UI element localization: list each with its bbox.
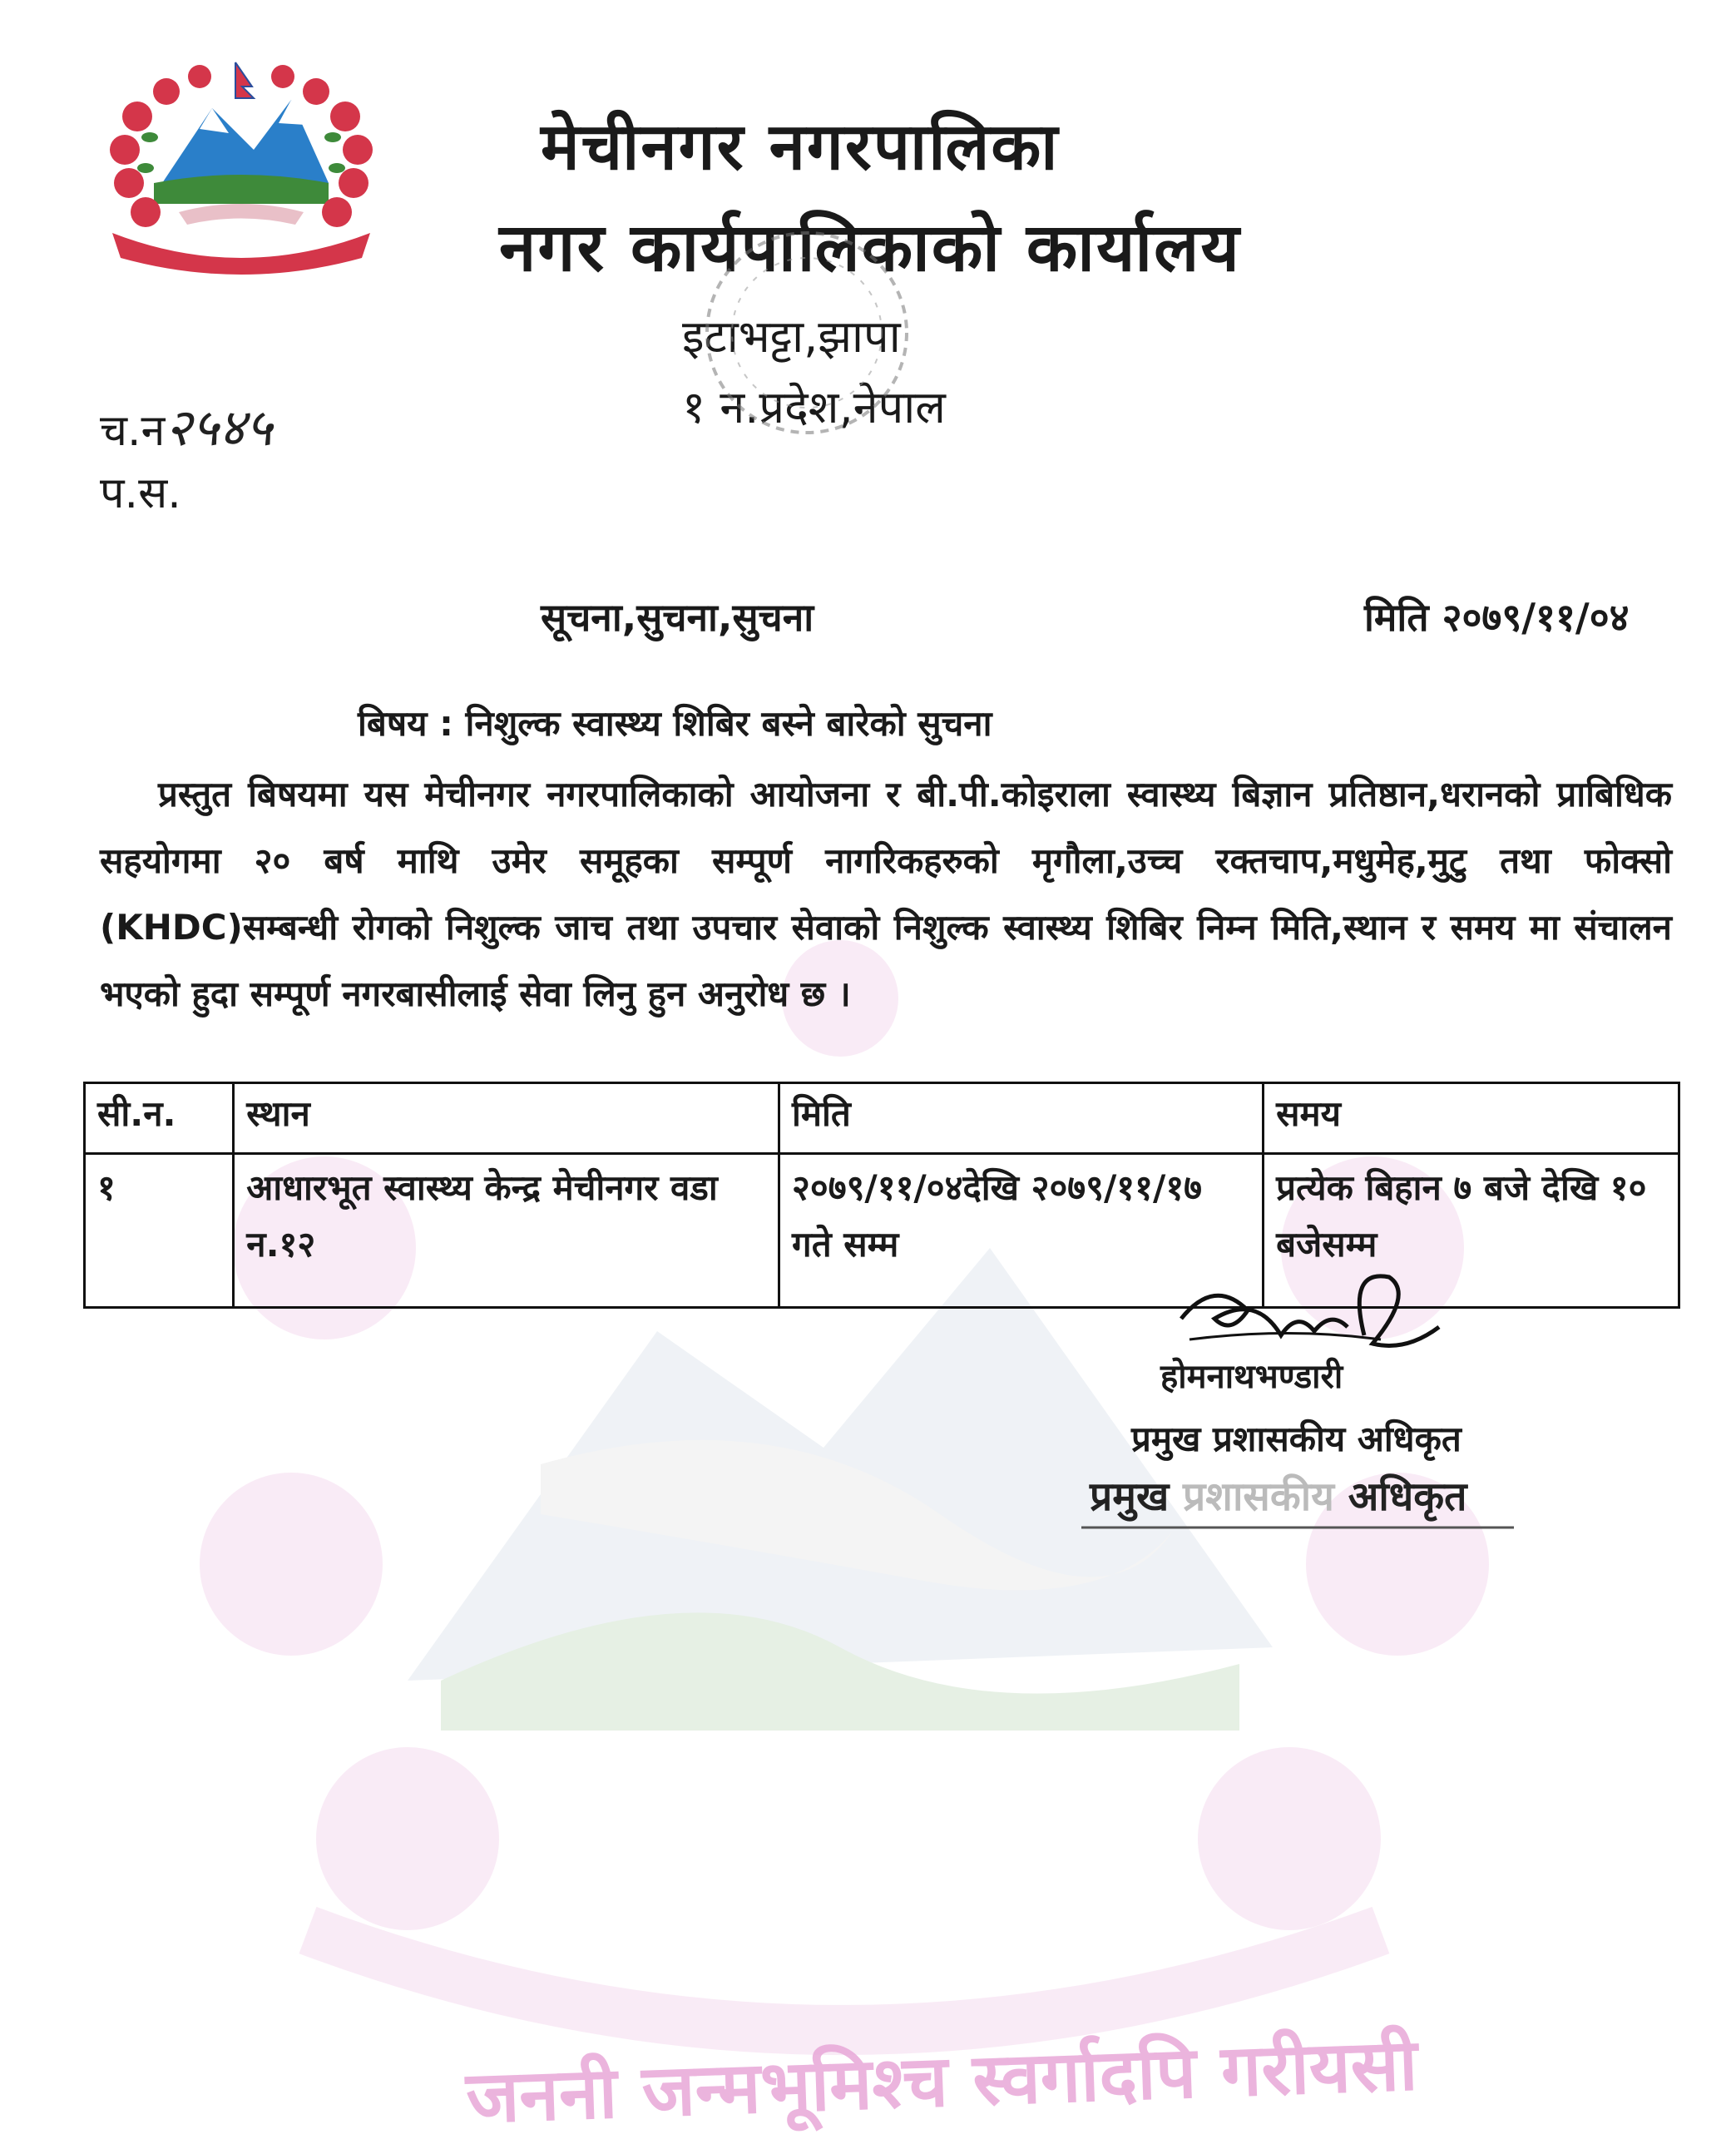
letter-number-label: प.स. <box>100 468 181 518</box>
signatory-stamp <box>1090 1468 1467 1523</box>
cell-time: प्रत्येक बिहान ७ बजे देखि १० बजेसम्म <box>1264 1154 1679 1308</box>
signatory-title: प्रमुख प्रशासकीय अधिकृत <box>1131 1419 1462 1459</box>
cell-date: २०७९/११/०४देखि २०७९/११/१७ गते सम्म <box>779 1154 1264 1308</box>
reference-number-label: च.न <box>100 406 166 456</box>
nepal-emblem-icon <box>87 58 395 275</box>
stamp-text-start: प्रमुख <box>1090 1473 1170 1520</box>
column-header-date: मिति <box>779 1083 1264 1154</box>
column-header-time: समय <box>1264 1083 1679 1154</box>
notice-date: मिति २०७९/११/०४ <box>1364 595 1630 640</box>
stamp-underline <box>1081 1523 1514 1532</box>
reference-number <box>100 391 272 461</box>
signatory-name: होमनाथभण्डारी <box>1160 1358 1343 1396</box>
column-header-place: स्थान <box>234 1083 779 1154</box>
stamp-text-mid: प्रशासकीय <box>1183 1473 1334 1520</box>
office-location: इटाभट्टा,झापा <box>682 310 901 363</box>
subject-label: बिषय : <box>358 703 453 744</box>
column-header-serial: सी.न. <box>85 1083 234 1154</box>
notice-heading: सूचना,सुचना,सुचना <box>541 595 814 640</box>
notice-body: प्रस्तुत बिषयमा यस मेचीनगर नगरपालिकाको आयोजना र बी.पी.कोइराला स्वास्थ्य बिज्ञान प्रतिष्ठान,धरानको प्राबिधिक सहयोगमा २० बर्ष माथि उमेर समूहका सम्पूर्ण नागरिकहरुको मृगौला,उच्च रक्तचाप,मधुमेह,मुटु तथा फोक्सो (KHDC)सम्बन्धी रोगको निशुल्क जाच तथा उपचार सेवाको निशुल्क स्वास्थ्य शिबिर निम्न मिति,स्थान र समय मा संचालन भएको हुदा सम्पूर्ण नगरबासीलाई सेवा लिनु हुन अनुरोध छ । <box>100 774 1672 1014</box>
cell-place: आधारभूत स्वास्थ्य केन्द्र मेचीनगर वडा न.१२ <box>234 1154 779 1308</box>
cell-serial: १ <box>85 1154 234 1308</box>
reference-number-value: २५४५ <box>165 397 273 458</box>
watermark-motto: जननी जन्मभूमिश्च स्वर्गादपि गरीयसी <box>464 2023 1419 2140</box>
office-stamp-icon <box>699 200 915 466</box>
office-province: १ न.प्रदेश,नेपाल <box>682 381 946 433</box>
office-name: नगर कार्यपालिकाको कार्यालय <box>499 209 1241 286</box>
notice-subject <box>358 699 992 746</box>
table-header-row <box>85 1083 1679 1154</box>
subject-text: निशुल्क स्वास्थ्य शिबिर बस्ने बारेको सुचना <box>465 703 992 744</box>
stamp-text-end: अधिकृत <box>1348 1473 1467 1520</box>
municipality-name: मेचीनगर नगरपालिका <box>541 110 1060 185</box>
